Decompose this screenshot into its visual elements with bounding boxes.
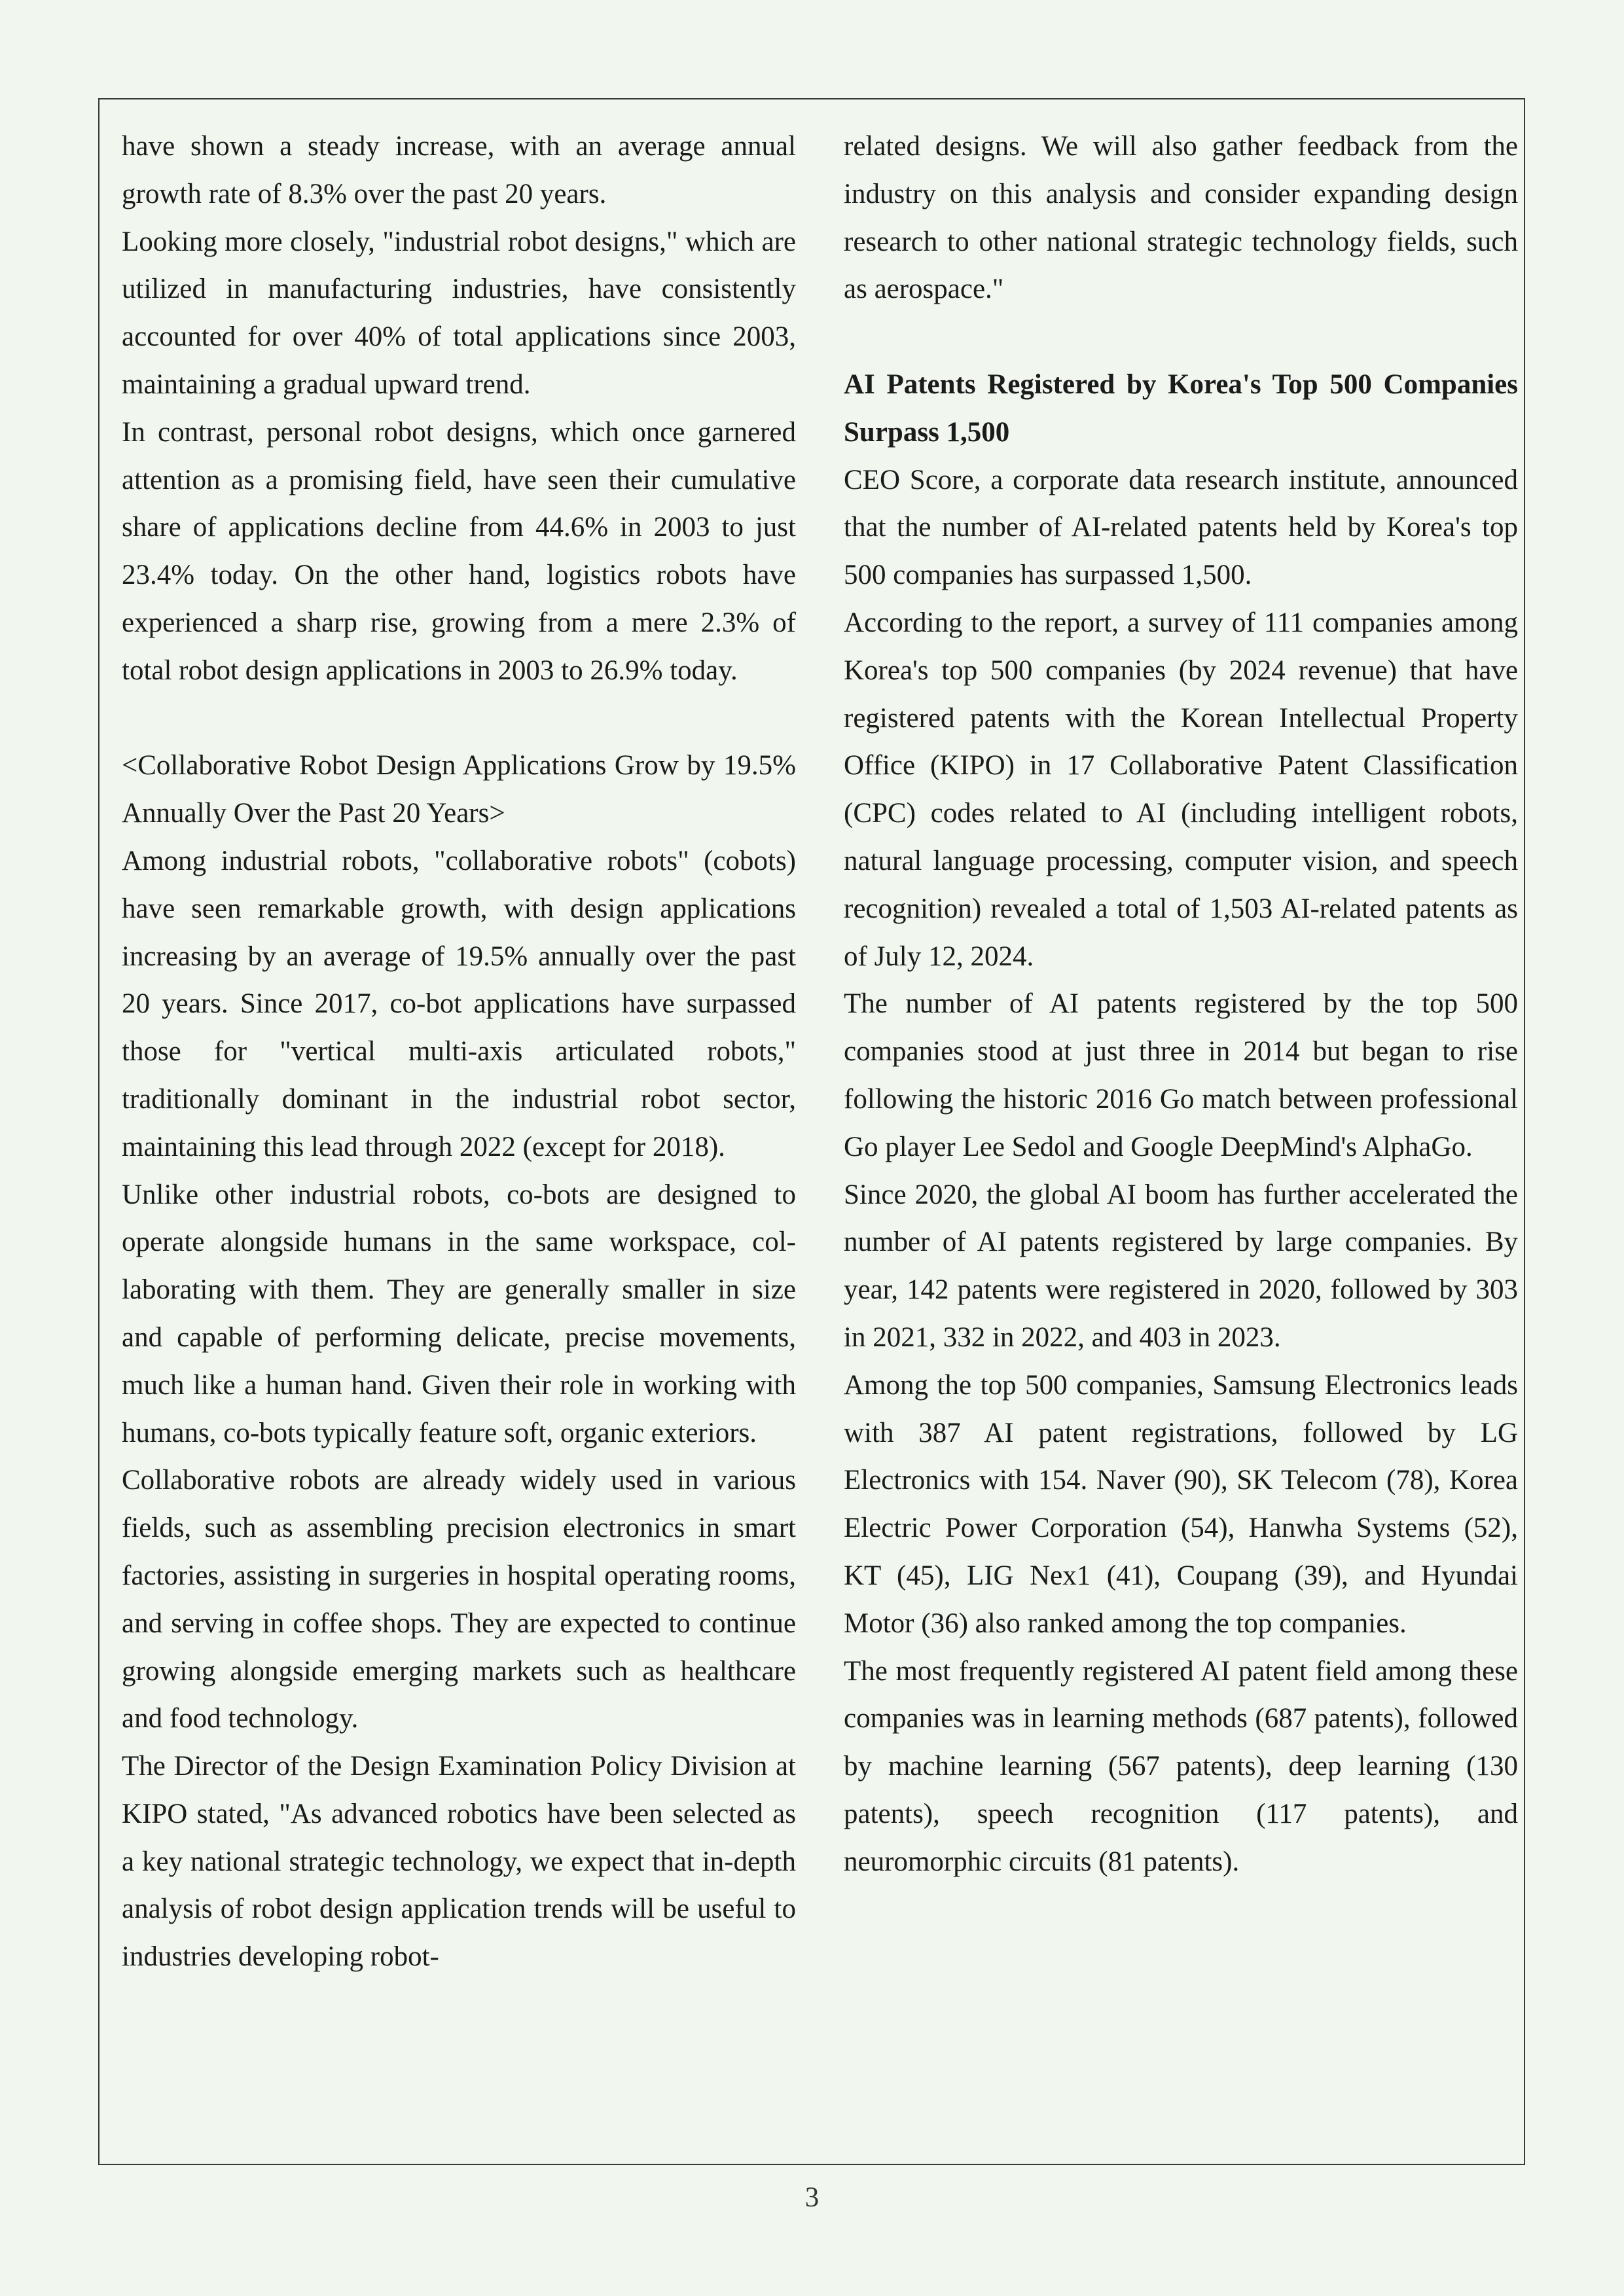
paragraph-quote-continued: related designs. We will also gather feedback from the industry on this analysis and consider expanding design research to other national strategic technology fields, such as aerospace." [844,131,1518,305]
paragraph-cobot-growth: Among industrial robots, "collaborative robots" (cobots) have seen remarkable growth, with design applications increasing by an average of 19.5% annually over the past 20 years. Since 2017, co-bot applications have surpassed those for "vertical multi-axis articulated robots," traditionally dominant in the industrial robot sector, maintaining this lead through 2022 (except for 2018). [122,845,796,1162]
paragraph-ai-boom: Since 2020, the global AI boom has further accelerated the number of AI patents registered by large companies. By year, 142 patents were registered in 2020, followed by 303 in 2021, 332 in 2022, and 403 in 2023. [844,1179,1518,1353]
paragraph-cobot-uses: Collaborative robots are already widely used in various fields, such as assembling precision electronics in smart factories, assisting in surgeries in hospital operating rooms, and serving in coffee shops. They are expected to continue growing alongside emerging markets such as healthcare and food technology. [122,1465,796,1734]
paragraph-director-quote: The Director of the Design Examination Policy Division at KIPO stated, "As advanced robotics have been selected as a key national strategic technology, we expect that in-depth analysis of robot design application trends will be useful to industries developing robot- [122,1751,796,1973]
paragraph-industrial-robots: Looking more closely, "industrial robot designs," which are utilized in manufacturing industries, have consistently accounted for over 40% of total applications since 2003, maintaining a gradual upward trend. [122,226,796,400]
paragraph-cobot-features: Unlike other industrial robots, co-bots are designed to operate alongside humans in the same workspace, collaborating with them. They are generally smaller in size and capable of performing delicate, precise movements, much like a human hand. Given their role in working with humans, co-bots typically feature soft, organic exteriors. [122,1179,796,1448]
paragraph-personal-vs-logistics: In contrast, personal robot designs, which once garnered attention as a promising field, have seen their cumulative share of applications decline from 44.6% in 2003 to just 23.4% today. On the other hand, logistics robots have experienced a sharp rise, growing from a mere 2.3% of total robot design applications in 2003 to 26.9% today. [122,416,796,686]
paragraph-ceo-score: CEO Score, a corporate data research institute, announced that the number of AI-related patents held by Korea's top 500 companies has surpassed 1,500. [844,464,1518,591]
left-column [122,123,796,1981]
subheading-collaborative-robots: <Collaborative Robot Design Applications Grow by 19.5% Annually Over the Past 20 Years> [122,750,796,829]
paragraph-company-ranking: Among the top 500 companies, Samsung Electronics leads with 387 AI patent registrations, followed by LG Electronics with 154. Naver (90), SK Telecom (78), Korea Electric Power Corporation (54), Hanwha Systems (52), KT (45), LIG Nex1 (41), Coupang (39), and Hyundai Motor (36) also ranked among the top companies. [844,1369,1518,1639]
section-heading-ai-patents: AI Patents Registered by Korea's Top 500 Companies Surpass 1,500 [844,368,1518,448]
paragraph-survey: According to the report, a survey of 111 companies among Korea's top 500 companies (by 2024 revenue) that have registered patents with the Korean Intellectual Property Office (KIPO) in 17 Collaborative Patent Classification (CPC) codes related to AI (including intelligent robots, natural language processing, computer vision, and speech recognition) revealed a total of 1,503 AI-related patents as of July 12, 2024. [844,607,1518,972]
right-column [844,123,1518,1886]
paragraph-alphago: The number of AI patents registered by the top 500 companies stood at just three in 2014 but began to rise following the historic 2016 Go match between professional Go player Lee Sedol and Google DeepMind's AlphaGo. [844,988,1518,1162]
paragraph-patent-fields: The most frequently registered AI patent field among these companies was in learning methods (687 patents), followed by machine learning (567 patents), deep learning (130 patents), speech recognition (117 patents), and neuromorphic circuits (81 patents). [844,1655,1518,1877]
page-number: 3 [804,2182,820,2213]
paragraph-growth-rate: have shown a steady increase, with an average annual growth rate of 8.3% over the past 20 years. [122,131,796,209]
